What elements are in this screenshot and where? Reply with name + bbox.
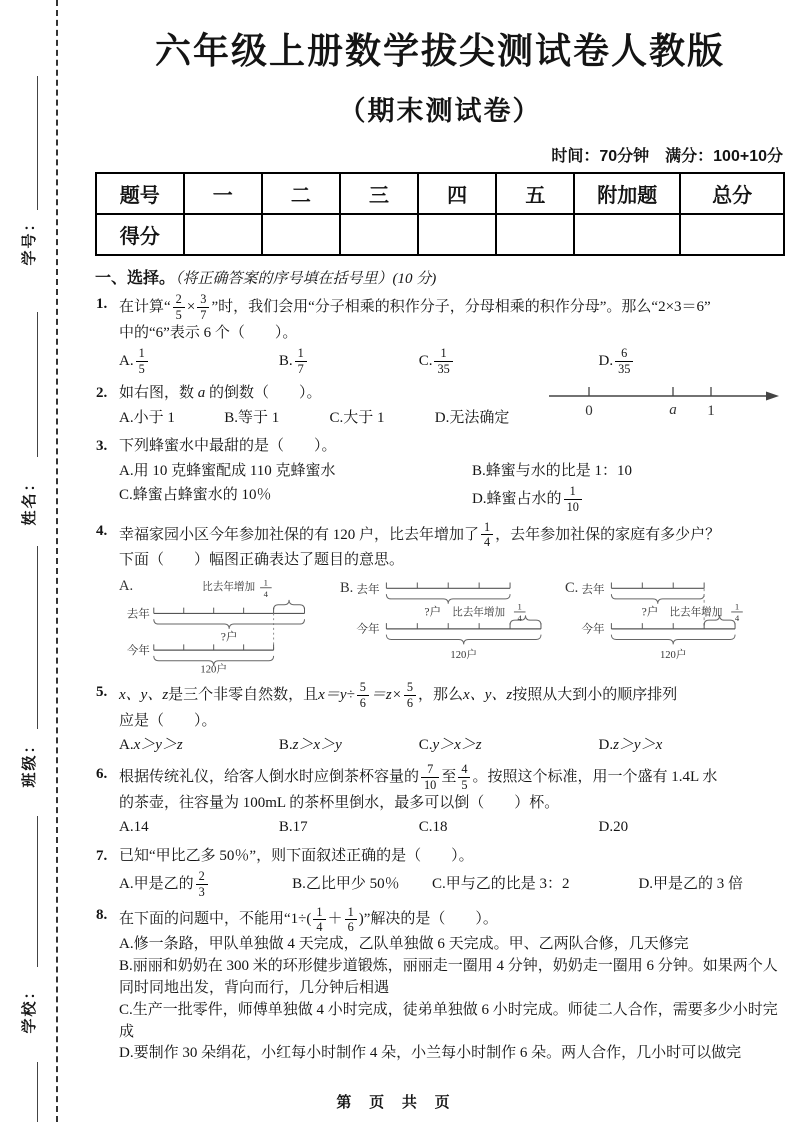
question-text: 。按照这个标准，用一个盛有 1.4L 水 — [472, 769, 718, 785]
question-text: ，那么 — [418, 687, 464, 703]
option-a: A.甲是乙的 $\frac{2}{3}$ — [119, 869, 292, 899]
number-line — [545, 378, 785, 422]
question-8 — [95, 905, 785, 1065]
option-label: B. — [340, 579, 354, 596]
increase-label: 比去年增加 — [669, 607, 723, 619]
section-number: 一、 — [95, 269, 128, 287]
fraction: $\frac{5}{6}$ — [404, 681, 416, 709]
question-text: ，去年参加社保的家庭有多少户？ — [495, 526, 721, 543]
options-row — [119, 816, 785, 839]
header-cell: 一 — [184, 173, 262, 214]
question-number: 1. — [96, 295, 108, 312]
question-7 — [95, 845, 785, 900]
header-cell: 四 — [418, 173, 496, 214]
tick-label-a: a — [669, 402, 677, 419]
question-text: ＝z× — [370, 687, 402, 703]
question-number: 2. — [96, 385, 108, 402]
header-cell: 附加题 — [574, 173, 680, 214]
fraction: $\frac{6}{35}$ — [615, 347, 633, 375]
variable-a: a — [197, 385, 206, 402]
question-text: 在计算“ — [119, 299, 171, 315]
this-year-label: 今年 — [581, 622, 605, 636]
this-year-label: 今年 — [126, 643, 150, 657]
fraction: $\frac{3}{7}$ — [197, 293, 209, 321]
option-d: D.z＞y＞x — [598, 737, 663, 754]
exam-meta: 时间：70分钟 满分：100+10分 — [551, 147, 783, 165]
header-cell: 总分 — [680, 173, 784, 214]
option-a: A. $\frac{1}{5}$ — [119, 346, 279, 376]
options-row — [119, 346, 785, 376]
question-number: 6. — [96, 765, 108, 782]
question-text: 应是（ ）。 — [119, 712, 217, 729]
page-subtitle: （期末测试卷） — [338, 96, 542, 126]
fraction: $\frac{1}{7}$ — [295, 347, 307, 375]
unknown-label: ?户 — [220, 630, 238, 644]
fraction: $\frac{7}{10}$ — [421, 763, 439, 791]
empty-score-cell — [418, 214, 496, 255]
fraction: $\frac{1}{10}$ — [564, 485, 582, 513]
increase-frac-num: 1 — [734, 601, 739, 612]
header-cell: 五 — [496, 173, 574, 214]
arrow-head — [766, 392, 779, 401]
option-d: D. $\frac{6}{35}$ — [599, 346, 785, 376]
this-year-label: 今年 — [356, 622, 380, 636]
page-footer: 第 页 共 页 — [336, 1095, 457, 1111]
question-number: 3. — [96, 438, 108, 455]
question-text: ”时，我们会用“分子相乘的积作分子，分母相乘的积作分母”。那么“2×3＝6” — [211, 299, 711, 315]
question-text: ＋ — [327, 910, 343, 927]
school-label: 学校： — [22, 982, 38, 1034]
option-b: B.蜂蜜与水的比是 1：10 — [471, 462, 632, 479]
tape-diagrams — [119, 575, 785, 675]
score-label-cell: 得分 — [96, 214, 184, 255]
fraction: $\frac{5}{6}$ — [357, 681, 369, 709]
question-text: 的倒数（ ）。 — [205, 385, 322, 402]
question-text: 已知“甲比乙多 50％”，则下面叙述正确的是（ ）。 — [119, 847, 474, 864]
option-d: D.蜂蜜占水的 $\frac{1}{10}$ — [472, 484, 785, 514]
header-cell: 三 — [340, 173, 418, 214]
option-b: B.z＞x＞y — [278, 737, 342, 754]
fraction: $\frac{1}{6}$ — [345, 906, 357, 934]
question-text: 根据传统礼仪，给客人倒水时应倒茶杯容量的 — [119, 769, 420, 785]
section-1-heading — [95, 265, 785, 288]
question-text: x、y、z — [463, 687, 513, 703]
seal-dashed-line — [56, 0, 58, 1122]
question-5 — [95, 681, 785, 757]
question-number: 8. — [96, 907, 108, 924]
student-info-line — [37, 76, 38, 210]
tick-label-1: 1 — [707, 403, 715, 420]
question-text: x＝y÷ — [318, 687, 355, 703]
option-c: C.18 — [418, 819, 448, 836]
header-cell: 题号 — [96, 173, 184, 214]
question-1 — [95, 293, 785, 377]
question-6 — [95, 763, 785, 839]
option-d: D.甲是乙的 3 倍 — [638, 876, 744, 892]
question-text: 下列蜂蜜水中最甜的是（ ）。 — [119, 438, 337, 455]
option-b: B.乙比甲少 50％ — [292, 876, 400, 892]
option-d: D.20 — [598, 819, 629, 836]
option-a: A.小于 1 — [119, 409, 175, 426]
score-table — [95, 172, 785, 256]
diagram-option-b — [340, 575, 560, 675]
total-label: 120户 — [450, 649, 478, 661]
question-text: 的茶壶，往容量为 100mL 的茶杯里倒水，最多可以倒（ ）杯。 — [119, 794, 560, 811]
student-id-label: 学号： — [22, 214, 38, 266]
fraction: $\frac{1}{4}$ — [481, 521, 493, 549]
unknown-label: ?户 — [424, 605, 442, 619]
main-content — [95, 0, 785, 1071]
question-text: x、y、z — [119, 687, 169, 703]
last-year-label: 去年 — [581, 582, 605, 596]
total-label: 120户 — [200, 664, 227, 675]
question-text: )”解决的是（ ）。 — [358, 910, 498, 927]
section-score: (10 分) — [392, 270, 437, 287]
page-title: 六年级上册数学拔尖测试卷人教版 — [154, 30, 725, 71]
increase-frac-num: 1 — [263, 577, 269, 588]
fraction: $\frac{1}{4}$ — [313, 906, 325, 934]
options-row — [119, 407, 540, 430]
section-name: 选择。 — [127, 269, 176, 287]
options-row — [119, 734, 785, 757]
question-text: 中的“6”表示 6 个（ ）。 — [119, 324, 298, 341]
option-b: B.17 — [278, 819, 308, 836]
option-a: A.x＞y＞z — [119, 737, 183, 754]
student-info-line — [37, 546, 38, 729]
last-year-label: 去年 — [356, 582, 380, 596]
last-year-label: 去年 — [126, 607, 150, 621]
option-label: C. — [564, 579, 578, 596]
question-2 — [95, 382, 785, 429]
section-instruction: （将正确答案的序号填在括号里） — [175, 270, 393, 287]
diagram-option-c — [565, 575, 785, 675]
class-label: 班级： — [22, 736, 38, 788]
option-a: A.14 — [119, 819, 149, 836]
fraction: $\frac{2}{3}$ — [196, 870, 208, 898]
option-label: A. — [119, 577, 134, 594]
question-3 — [95, 435, 785, 514]
increase-frac-den: 4 — [263, 588, 269, 599]
question-text: 至 — [441, 769, 457, 785]
fraction: $\frac{1}{35}$ — [434, 347, 452, 375]
options-grid — [119, 460, 785, 515]
question-4 — [95, 520, 785, 675]
option-b: B.丽丽和奶奶在 300 米的环形健步道锻炼，丽丽走一圈用 4 分钟，奶奶走一圈用 6 分钟。如果两个人同时同地出发，背向而行，几分钟后相遇 — [119, 958, 778, 996]
score-table-score-row — [96, 214, 784, 255]
diagram-option-a — [119, 575, 336, 675]
option-c: C.y＞x＞z — [418, 737, 482, 754]
increase-frac-den: 4 — [734, 612, 739, 623]
option-c: C. $\frac{1}{35}$ — [419, 346, 599, 376]
options-row — [119, 869, 785, 899]
increase-frac-num: 1 — [517, 601, 523, 612]
fraction: $\frac{1}{5}$ — [136, 347, 148, 375]
student-name-label: 姓名： — [22, 474, 38, 526]
fraction: $\frac{2}{5}$ — [173, 293, 185, 321]
option-b: B. $\frac{1}{7}$ — [279, 346, 419, 376]
student-info-line — [37, 816, 38, 967]
question-number: 4. — [96, 523, 108, 540]
question-text: 按照从大到小的顺序排列 — [512, 687, 678, 703]
empty-score-cell — [574, 214, 680, 255]
option-c: C.蜂蜜占蜂蜜水的 10％ — [119, 487, 272, 504]
increase-frac-den: 4 — [517, 612, 523, 623]
empty-score-cell — [680, 214, 784, 255]
option-b: B.等于 1 — [224, 409, 280, 426]
question-number: 5. — [96, 683, 108, 700]
empty-score-cell — [262, 214, 340, 255]
question-text: 幸福家园小区今年参加社保的有 120 户，比去年增加了 — [119, 526, 480, 543]
unknown-label: ?户 — [641, 605, 659, 619]
empty-score-cell — [496, 214, 574, 255]
question-number: 7. — [96, 847, 108, 864]
question-text: 在下面的问题中，不能用“1÷( — [119, 910, 312, 927]
option-d: D.要制作 30 朵绢花，小红每小时制作 4 朵，小兰每小时制作 6 朵。两人合作，几小时可以做完 — [119, 1045, 742, 1062]
question-text: 是三个非零自然数，且 — [168, 687, 319, 703]
question-text: × — [186, 299, 196, 315]
question-text: 下面（ ）幅图正确表达了题目的意思。 — [119, 552, 405, 569]
header-cell: 二 — [262, 173, 340, 214]
increase-label: 比去年增加 — [202, 581, 256, 593]
total-label: 120户 — [659, 649, 687, 661]
option-d: D.无法确定 — [434, 409, 510, 426]
option-c: C.大于 1 — [329, 409, 385, 426]
option-a: A.修一条路，甲队单独做 4 天完成，乙队单独做 6 天完成。甲、乙两队合修，几天修完 — [119, 936, 689, 953]
option-c: C.生产一批零件，师傅单独做 4 小时完成，徒弟单独做 6 小时完成。师徒二人合作，需要多少小时完成 — [119, 1001, 778, 1040]
score-table-header-row — [96, 173, 784, 214]
tick-label-0: 0 — [585, 403, 593, 420]
empty-score-cell — [340, 214, 418, 255]
fraction: $\frac{4}{5}$ — [458, 763, 470, 791]
option-a: A.用 10 克蜂蜜配成 110 克蜂蜜水 — [119, 462, 336, 479]
empty-score-cell — [184, 214, 262, 255]
increase-label: 比去年增加 — [452, 607, 506, 619]
student-info-line — [37, 312, 38, 457]
option-c: C.甲与乙的比是 3：2 — [432, 876, 570, 892]
question-text: 如右图，数 — [119, 385, 198, 402]
